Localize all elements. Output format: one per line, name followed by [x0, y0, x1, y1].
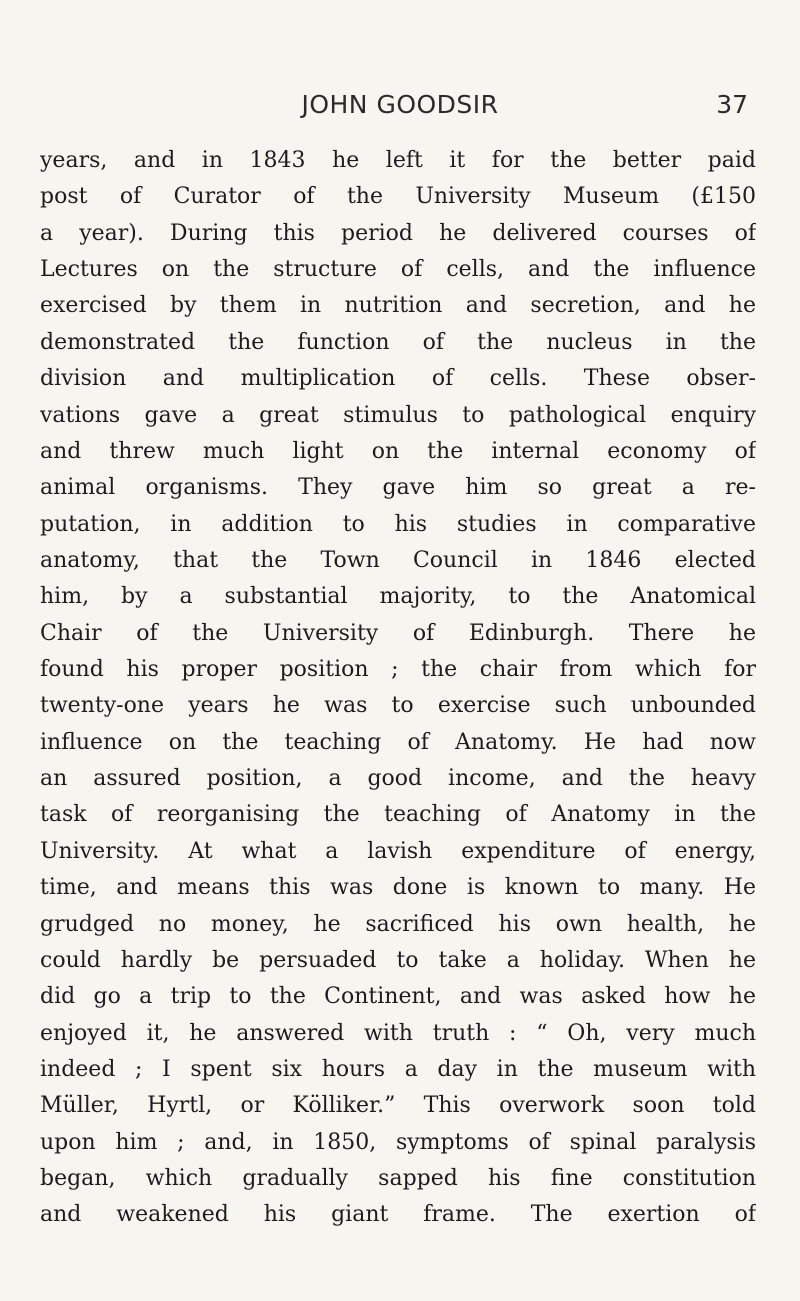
text-line: twenty-one years he was to exercise such unbounded — [40, 693, 756, 719]
text-line: could hardly be persuaded to take a holiday. When he — [40, 947, 756, 973]
text-line: did go a trip to the Continent, and was asked how he — [40, 984, 756, 1010]
text-line: vations gave a great stimulus to pathological enquiry — [40, 402, 756, 428]
text-line: exercised by them in nutrition and secretion, and he — [40, 293, 756, 319]
running-head — [0, 90, 800, 130]
running-title: JOHN GOODSIR — [301, 90, 499, 119]
text-line: animal organisms. They gave him so great a re- — [40, 475, 756, 501]
text-line: upon him ; and, in 1850, symptoms of spinal paralysis — [40, 1129, 756, 1155]
text-line: and threw much light on the internal economy of — [40, 438, 756, 464]
text-line: indeed ; I spent six hours a day in the museum with — [40, 1056, 756, 1082]
text-line: demonstrated the function of the nucleus in the — [40, 329, 756, 355]
page-number: 37 — [716, 90, 748, 119]
text-line: grudged no money, he sacrificed his own health, he — [40, 911, 756, 937]
text-line: Chair of the University of Edinburgh. There he — [40, 620, 756, 646]
text-line: task of reorganising the teaching of Anatomy in the — [40, 802, 756, 828]
text-line: time, and means this was done is known to many. He — [40, 875, 756, 901]
text-line: anatomy, that the Town Council in 1846 elected — [40, 547, 756, 573]
text-line: and weakened his giant frame. The exertion of — [40, 1202, 756, 1228]
text-line: putation, in addition to his studies in comparative — [40, 511, 756, 537]
text-line: him, by a substantial majority, to the Anatomical — [40, 584, 756, 610]
text-line: Lectures on the structure of cells, and the influence — [40, 257, 756, 283]
text-line: post of Curator of the University Museum (£150 — [40, 184, 756, 210]
text-line: influence on the teaching of Anatomy. He had now — [40, 729, 756, 755]
text-line: Müller, Hyrtl, or Kölliker.” This overwork soon told — [40, 1093, 756, 1119]
text-line: enjoyed it, he answered with truth : “ Oh, very much — [40, 1020, 756, 1046]
body-text — [40, 143, 756, 1234]
text-line: years, and in 1843 he left it for the better paid — [40, 148, 756, 173]
text-line: an assured position, a good income, and the heavy — [40, 766, 756, 792]
text-line: a year). During this period he delivered courses of — [40, 220, 756, 246]
text-line: found his proper position ; the chair from which for — [40, 657, 756, 683]
text-line: division and multiplication of cells. These obser- — [40, 366, 756, 392]
text-line: began, which gradually sapped his fine constitution — [40, 1166, 756, 1192]
text-line: University. At what a lavish expenditure of energy, — [40, 838, 756, 864]
